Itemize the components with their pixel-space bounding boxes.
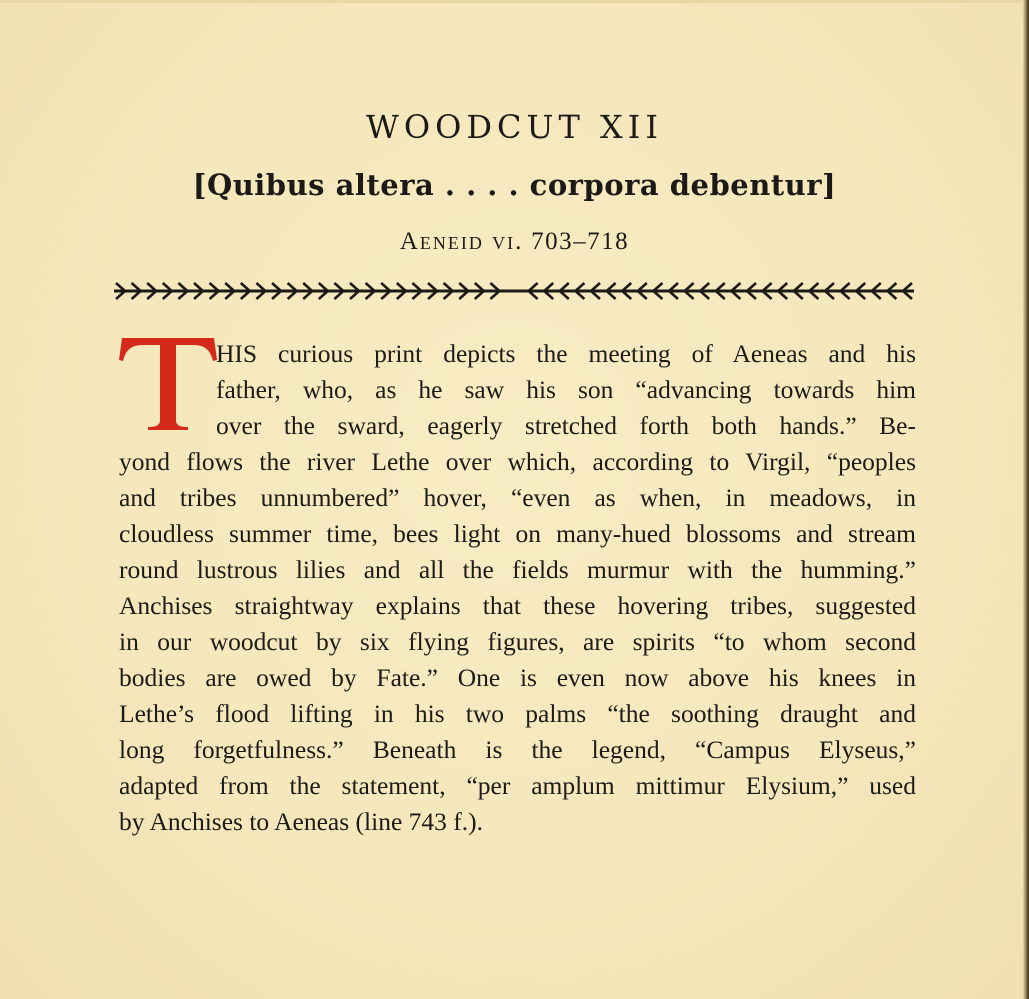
body-line: bodies are owed by Fate.” One is even now above his knees in [119,663,916,692]
body-line: and tribes unnumbered” hover, “even as when, in meadows, in [119,483,916,512]
body-line: cloudless summer time, bees light on many-hued blossoms and stream [119,519,916,548]
body-line: round lustrous lilies and all the fields murmur with the humming.” [119,555,916,584]
reference-book: Aeneid vi. [399,228,524,255]
body-line: yond flows the river Lethe over which, according to Virgil, “peoples [119,447,916,476]
reference-lines: 703–718 [531,228,630,255]
body-line: over the sward, eagerly stretched forth both hands.” Be- [216,411,916,440]
body-paragraph [119,336,916,840]
body-line: long forgetfulness.” Beneath is the legend, “Campus Elyseus,” [119,735,916,764]
page-right-edge [1023,0,1029,999]
body-line: Anchises straightway explains that these hovering tribes, suggested [119,591,916,620]
body-line: in our woodcut by six flying figures, are spirits “to whom second [119,627,916,656]
body-line: father, who, as he saw his son “advancing towards him [216,375,916,404]
latin-subtitle: [Quibus altera . . . . corpora debentur] [192,168,837,202]
body-line: adapted from the statement, “per amplum mittimur Elysium,” used [119,771,916,800]
page-top-edge [0,0,1029,3]
chevron-ornament-svg [112,280,916,302]
body-line: by Anchises to Aeneas (line 743 f.). [119,807,484,836]
chevron-ornament-rule [112,280,916,302]
body-line: Lethe’s flood lifting in his two palms “the soothing draught and [119,699,916,728]
body-line: HIS curious print depicts the meeting of Aeneas and his [216,339,916,368]
aeneid-reference [0,228,1029,256]
woodcut-title: WOODCUT XII [365,108,664,146]
